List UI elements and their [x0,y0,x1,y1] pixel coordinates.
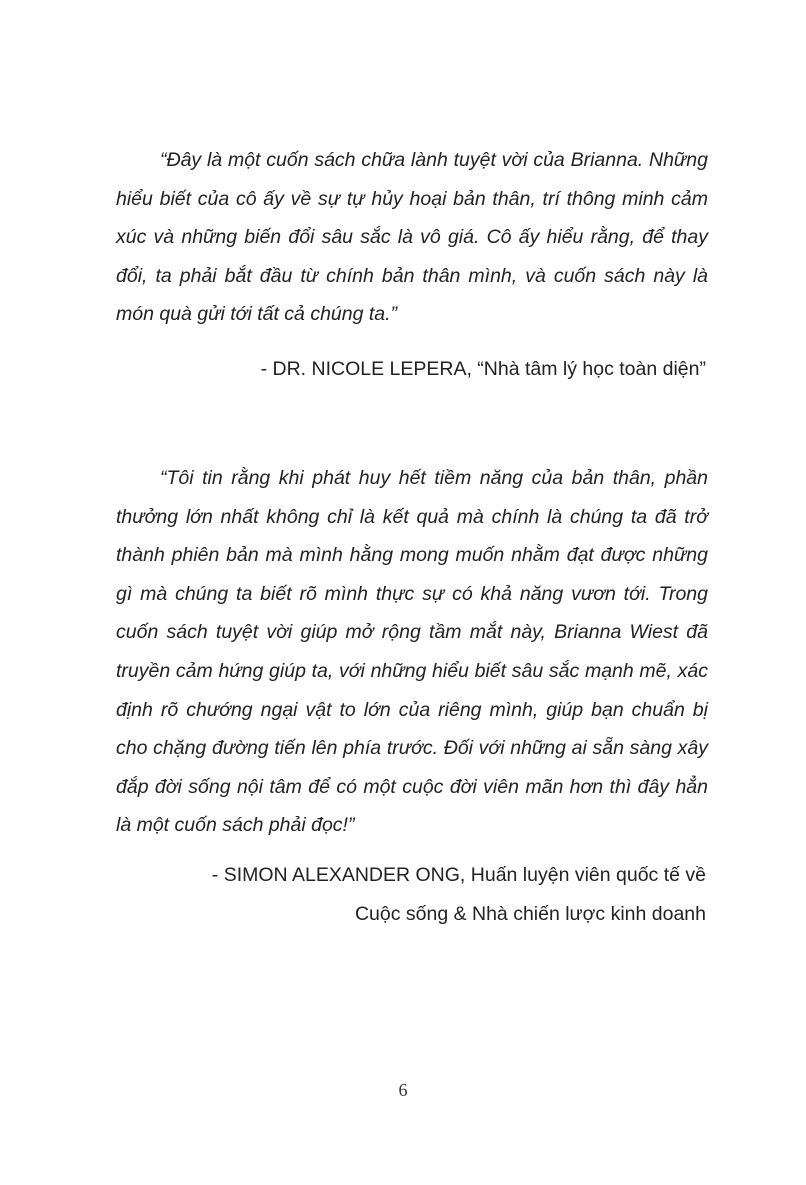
endorsement-attribution-nicole-lepera [106,350,706,389]
page-number: 6 [398,1080,408,1100]
endorsement-quote-nicole-lepera: “Đây là một cuốn sách chữa lành tuyệt vời của Brianna. Những hiểu biết của cô ấy về sự tự hủy hoại bản thân, trí thông minh cảm xúc và những biến đổi sâu sắc là vô giá. Cô ấy hiểu rằng, để thay đổi, ta phải bắt đầu từ chính bản thân mình, và cuốn sách này là món quà gửi tới tất cả chúng ta.” [116,149,708,326]
attribution-line: - SIMON ALEXANDER ONG, Huấn luyện viên quốc tế về [211,864,706,886]
attribution-line: - DR. NICOLE LEPERA, “Nhà tâm lý học toàn diện” [260,358,706,380]
endorsement-attribution-simon-alexander-ong [106,856,706,933]
endorsement-quote-simon-alexander-ong: “Tôi tin rằng khi phát huy hết tiềm năng của bản thân, phần thưởng lớn nhất không chỉ là kết quả mà chính là chúng ta đã trở thành phiên bản mà mình hằng mong muốn nhằm đạt được những gì mà chúng ta biết rõ mình thực sự có khả năng vươn tới. Trong cuốn sách tuyệt vời giúp mở rộng tầm mắt này, Brianna Wiest đã truyền cảm hứng giúp ta, với những hiểu biết sâu sắc mạnh mẽ, xác định rõ chướng ngại vật to lớn của riêng mình, giúp bạn chuẩn bị cho chặng đường tiến lên phía trước. Đối với những ai sẵn sàng xây đắp đời sống nội tâm để có một cuộc đời viên mãn hơn thì đây hẳn là một cuốn sách phải đọc!” [116,467,708,837]
attribution-line: Cuộc sống & Nhà chiến lược kinh doanh [354,902,706,925]
